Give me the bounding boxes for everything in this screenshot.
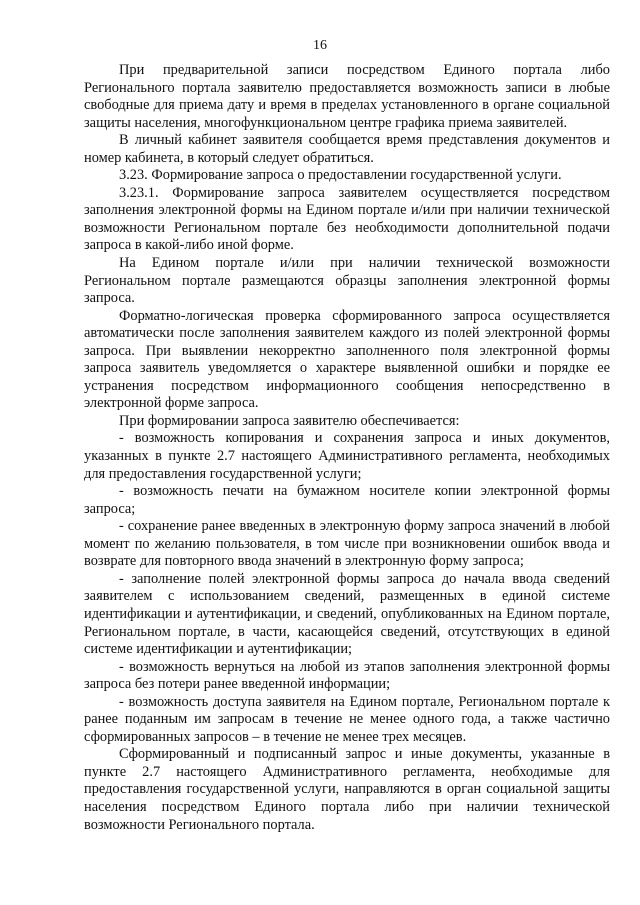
list-item: - сохранение ранее введенных в электронную форму запроса значений в любой момент по желанию пользователя, в том числе при возникновении ошибок ввода и возврате для повторного ввода значений в электронную форму запроса; [84, 518, 610, 570]
paragraph: 3.23.1. Формирование запроса заявителем осуществляется посредством заполнения электронной формы на Едином портале и/или при наличии технической возможности Региональном портале без необходимости дополнительной подачи запроса в какой-либо иной форме. [84, 184, 610, 254]
paragraph: При формировании запроса заявителю обеспечивается: [119, 412, 460, 429]
paragraph: Форматно-логическая проверка сформированного запроса осуществляется автоматически после заполнения заявителем каждого из полей электронной формы запроса. При выявлении некорректно заполненного поля электронной формы запроса заявитель уведомляется о характере выявленной ошибки и порядке ее устранения посредством информационного сообщения непосредственно в электронной форме запроса. [84, 307, 610, 412]
list-item: - возможность вернуться на любой из этапов заполнения электронной формы запроса без потери ранее введенной информации; [84, 658, 610, 693]
list-item: - возможность копирования и сохранения запроса и иных документов, указанных в пункте 2.7 настоящего Административного регламента, необходимых для предоставления государственной услуги; [84, 430, 610, 482]
paragraph: Сформированный и подписанный запрос и иные документы, указанные в пункте 2.7 настоящего Административного регламента, необходимые для предоставления государственной услуги, направляются в орган социальной защиты населения посредством Единого портала либо при наличии технической возможности Регионального портала. [84, 746, 610, 833]
document-body [84, 62, 610, 834]
list-item: - заполнение полей электронной формы запроса до начала ввода сведений заявителем с использованием сведений, размещенных в единой системе идентификации и аутентификации, и сведений, опубликованных на Едином портале, Региональном портале, в части, касающейся сведений, отсутствующих в единой системе идентификации и аутентификации; [84, 570, 610, 658]
section-heading: 3.23. Формирование запроса о предоставлении государственной услуги. [119, 167, 562, 184]
paragraph: При предварительной записи посредством Единого портала либо Регионального портала заявителю предоставляется возможность записи в любые свободные для приема дату и время в пределах установленного в органе социальной защиты населения, многофункциональном центре графика приема заявителей. [84, 62, 610, 131]
paragraph: На Едином портале и/или при наличии технической возможности Региональном портале размещаются образцы заполнения электронной формы запроса. [84, 255, 610, 307]
page-number: 16 [313, 38, 327, 53]
list-item: - возможность доступа заявителя на Едином портале, Региональном портале к ранее поданным им запросам в течение не менее одного года, а также частично сформированных запросов – в течение не менее трех месяцев. [84, 693, 610, 745]
paragraph: В личный кабинет заявителя сообщается время представления документов и номер кабинета, в который следует обратиться. [84, 132, 610, 166]
list-item: - возможность печати на бумажном носителе копии электронной формы запроса; [84, 483, 610, 517]
